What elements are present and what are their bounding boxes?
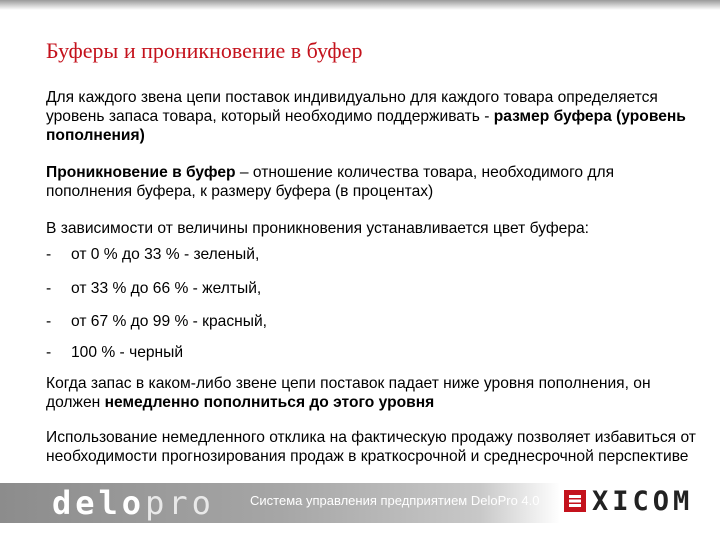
list-item-text: от 0 % до 33 % - зеленый,	[71, 246, 260, 263]
paragraph-emphasis: Проникновение в буфер	[46, 164, 236, 181]
bullet-dash: -	[46, 246, 52, 263]
paragraph-text: – отношение количества товара, необходимого для пополнения буфера, к размеру буфера (в процентах)	[46, 164, 615, 200]
bullet-dash: -	[46, 280, 52, 297]
paragraph-emphasis: размер буфера (уровень пополнения)	[46, 108, 686, 144]
paragraph-text: Для каждого звена цепи поставок индивидуально для каждого товара определяется уровень запаса товара, который необходимо поддерживать -	[46, 89, 658, 125]
paragraph-text: Когда запас в каком-либо звене цепи поставок падает ниже уровня пополнения, он должен	[46, 375, 651, 411]
bullet-dash: -	[46, 313, 52, 330]
paragraph-buffer-size	[46, 88, 696, 145]
list-item-text: от 33 % до 66 % - желтый,	[71, 280, 262, 297]
paragraph-replenishment	[46, 374, 696, 412]
paragraph-buffer-color: В зависимости от величины проникновения устанавливается цвет буфера:	[46, 220, 590, 237]
logo-part-delo: delo	[52, 484, 146, 522]
list-item-text: 100 % - черный	[71, 344, 184, 361]
paragraph-emphasis: немедленно пополниться до этого уровня	[104, 394, 435, 411]
list-item-text: от 67 % до 99 % - красный,	[71, 313, 268, 330]
exicom-wordmark: XICOM	[592, 486, 694, 517]
exicom-e-icon	[564, 490, 586, 512]
delopro-logo	[52, 484, 215, 522]
logo-part-pro: pro	[145, 484, 215, 522]
paragraph-buffer-penetration	[46, 163, 696, 201]
slide-title: Буферы и проникновение в буфер	[46, 38, 363, 63]
footer-tagline: Система управления предприятием DeloPro 4.0	[250, 493, 540, 508]
paragraph-forecasting: Использование немедленного отклика на фактическую продажу позволяет избавиться от необходимости прогнозирования продаж в краткосрочной и среднесрочной перспективе	[46, 429, 696, 465]
bullet-dash: -	[46, 344, 52, 361]
top-shadow-rule	[0, 0, 720, 10]
